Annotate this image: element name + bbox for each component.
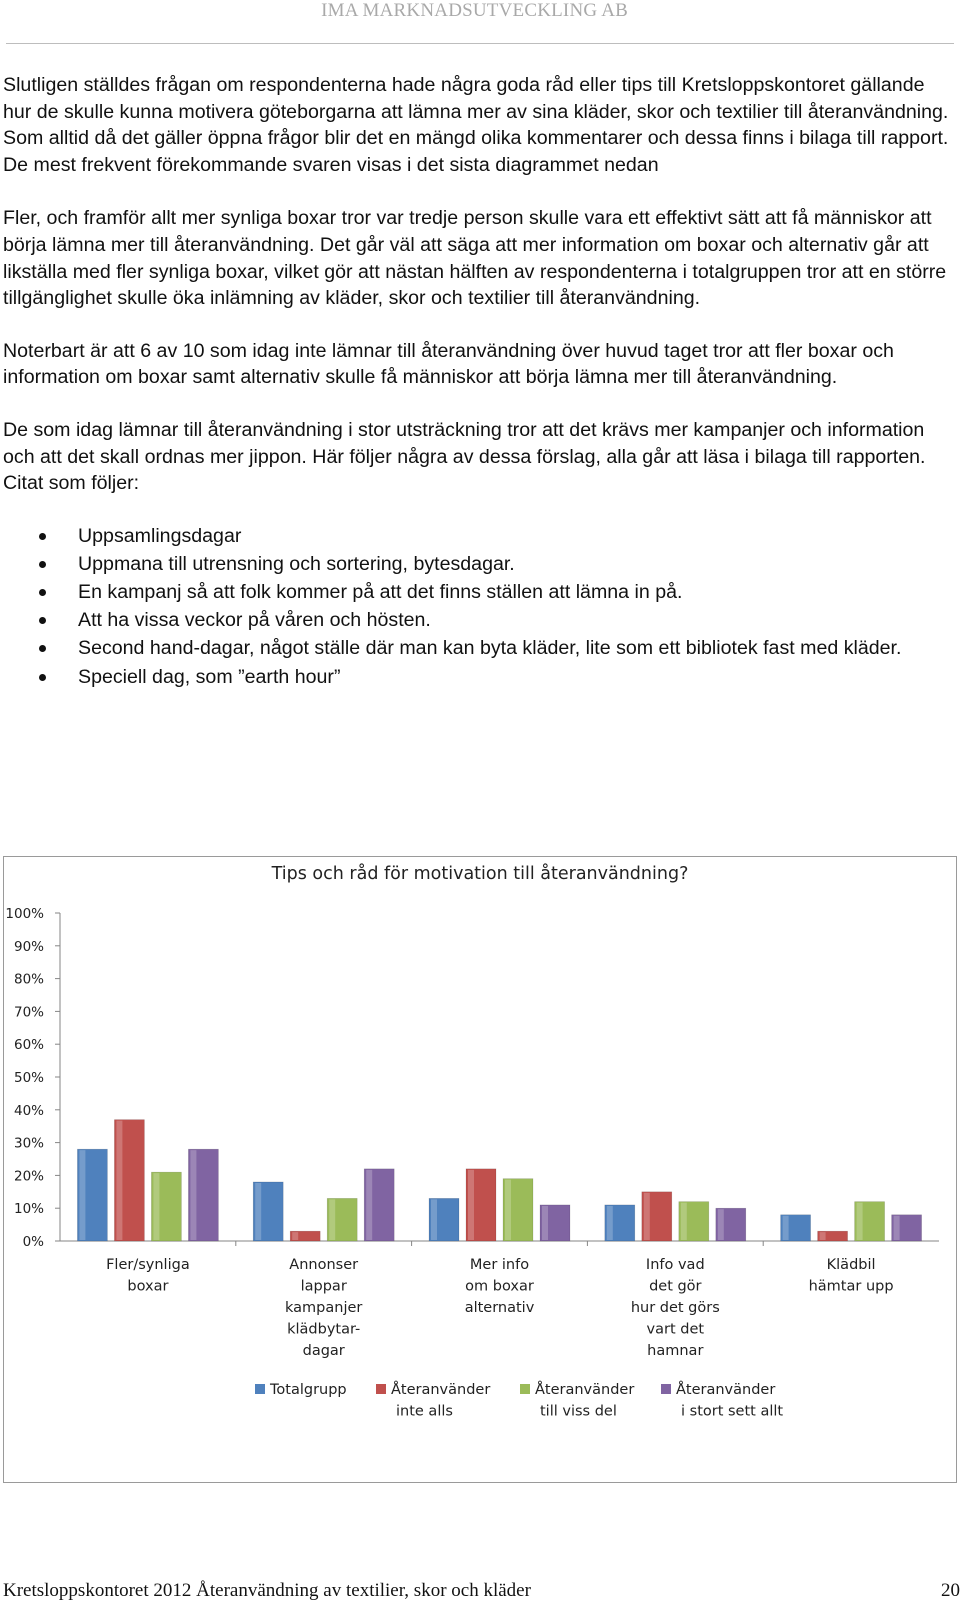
list-item-text: Speciell dag, som ”earth hour” (78, 665, 341, 688)
list-item (3, 523, 953, 550)
bullet-icon (39, 589, 46, 596)
x-category-label (631, 1257, 720, 1359)
page-header (0, 0, 954, 46)
bullet-icon (39, 645, 46, 652)
legend-label-line: till viss del (540, 1403, 617, 1420)
list-item (3, 579, 953, 606)
x-category-label-line: om boxar (465, 1278, 534, 1295)
list-item-text: Second hand-dagar, något ställe där man kan byta kläder, lite som ett bibliotek fast med kläder. (78, 637, 902, 660)
x-category-label-line: klädbytar- (287, 1321, 361, 1338)
bar-highlight (468, 1170, 474, 1240)
legend-label-line: Återanvänder (535, 1382, 635, 1398)
y-tick-label: 10% (13, 1201, 44, 1218)
x-category-label-line: Klädbil (826, 1257, 876, 1273)
bullet-icon (39, 674, 46, 681)
legend-label-line: Totalgrupp (270, 1382, 347, 1398)
bar-highlight (894, 1216, 900, 1240)
x-category-label (106, 1257, 190, 1295)
bar-highlight (190, 1150, 196, 1240)
footer-title: Kretsloppskontoret 2012 Återanvändning av textilier, skor och kläder (3, 1580, 531, 1601)
x-category-label-line: det gör (649, 1278, 702, 1295)
x-category-label-line: kampanjer (285, 1300, 363, 1316)
legend-label-line: Återanvänder (391, 1382, 491, 1398)
y-tick-label: 30% (13, 1135, 44, 1152)
y-tick-label: 20% (13, 1168, 44, 1185)
x-category-label-line: alternativ (464, 1300, 535, 1316)
body-text (3, 72, 953, 692)
paragraph-noteworthy: Noterbart är att 6 av 10 som idag inte lämnar till återanvändning över huvud taget tror att fler boxar och information om boxar samt alternativ skulle få människor att börja lämna mer till återanvändning. (3, 339, 894, 389)
bar-highlight (79, 1150, 85, 1240)
legend-label-line: i stort sett allt (681, 1403, 784, 1420)
x-category-label (465, 1257, 535, 1316)
page-footer (3, 1580, 960, 1610)
list-item-text: Uppmana till utrensning och sortering, bytesdagar. (78, 552, 515, 575)
paragraph-boxes: Fler, och framför allt mer synliga boxar tror var tredje person skulle vara ett effektivt sätt att få människor att börja lämna mer till återanvändning. Det går väl att säga att mer information om boxar och alternativ går att likställa med fler synliga boxar, vilket gör att nästan hälften av respondenterna i totalgruppen tror att en större tillgänglighet skulle öka inlämning av kläder, skor och textilier till återanvändning. (3, 207, 947, 310)
bar-chart (4, 857, 956, 1482)
y-tick-label: 50% (13, 1070, 44, 1086)
legend-swatch (376, 1384, 386, 1394)
bar-highlight (857, 1203, 863, 1240)
x-category-label-line: hur det görs (630, 1300, 720, 1316)
x-category-label (285, 1257, 362, 1359)
bar-highlight (366, 1170, 372, 1240)
y-tick-label: 40% (13, 1102, 44, 1119)
y-tick-label: 0% (22, 1234, 44, 1250)
bullet-icon (39, 533, 46, 540)
legend-label-line: inte alls (396, 1403, 453, 1420)
x-category-label-line: boxar (127, 1278, 169, 1295)
bar-highlight (153, 1173, 159, 1240)
x-category-label-line: vart det (646, 1321, 705, 1338)
legend-swatch (255, 1384, 265, 1394)
legend-label (269, 1382, 347, 1398)
bar-highlight (718, 1209, 724, 1240)
bullet-icon (39, 561, 46, 568)
paragraph-intro: Slutligen ställdes frågan om respondenterna hade några goda råd eller tips till Kretsloppskontoret gällande hur de skulle kunna motivera göteborgarna att lämna mer av sina kläder, skor och textilier till återanvändning. Som alltid då det gäller öppna frågor blir det en mängd olika kommentarer och dessa finns i bilaga till rapport. De mest frekvent förekommande svaren visas i det sista diagrammet nedan (3, 74, 949, 176)
bar-highlight (681, 1203, 687, 1240)
x-category-label-line: dagar (302, 1343, 345, 1359)
list-item-text: En kampanj så att folk kommer på att det finns ställen att lämna in på. (78, 581, 683, 604)
x-category-label (809, 1257, 894, 1295)
legend-swatch (520, 1384, 530, 1394)
x-category-label-line: hämtar upp (808, 1278, 894, 1295)
page-number: 20 (941, 1580, 960, 1601)
x-category-label-line: Mer info (469, 1257, 530, 1273)
tips-list (3, 523, 953, 691)
bullet-icon (39, 617, 46, 624)
legend-label (391, 1381, 490, 1420)
bar-highlight (607, 1206, 613, 1240)
company-name: IMA MARKNADSUTVECKLING AB (321, 0, 628, 21)
list-item (3, 664, 953, 691)
bar-highlight (820, 1232, 826, 1240)
bar-highlight (292, 1232, 298, 1240)
legend-label (676, 1381, 783, 1420)
x-category-label-line: lappar (300, 1278, 347, 1295)
bar-highlight (255, 1183, 261, 1240)
bar-highlight (431, 1199, 437, 1240)
list-item (3, 635, 953, 662)
paragraph-campaigns: De som idag lämnar till återanvändning i stor utsträckning tror att det krävs mer kampanjer och information och att det skall ordnas mer jippon. Här följer några av dessa förslag, alla går att läsa i bilaga till rapporten. Citat som följer: (3, 418, 926, 495)
y-tick-label: 100% (5, 906, 44, 922)
list-item (3, 551, 953, 578)
bar-highlight (116, 1121, 122, 1240)
y-tick-label: 90% (13, 938, 44, 955)
list-item (3, 607, 953, 634)
legend-label (535, 1381, 634, 1420)
list-item-text: Uppsamlingsdagar (78, 524, 242, 547)
y-tick-label: 60% (13, 1037, 44, 1054)
chart-title: Tips och råd för motivation till återanvändning? (271, 864, 689, 884)
x-category-label-line: hamnar (647, 1343, 704, 1359)
bar-highlight (329, 1199, 335, 1240)
y-tick-label: 80% (13, 971, 44, 988)
legend-label-line: Återanvänder (676, 1382, 776, 1398)
header-divider (6, 43, 954, 44)
y-tick-label: 70% (13, 1004, 44, 1021)
bar-highlight (644, 1193, 650, 1240)
chart-frame (3, 856, 957, 1483)
bar-highlight (542, 1206, 548, 1240)
list-item-text: Att ha vissa veckor på våren och hösten. (78, 609, 431, 632)
bar-highlight (505, 1180, 511, 1240)
legend-swatch (661, 1384, 671, 1394)
x-category-label-line: Fler/synliga (106, 1257, 190, 1273)
x-category-label-line: Info vad (645, 1257, 705, 1273)
bar-highlight (783, 1216, 789, 1240)
x-category-label-line: Annonser (289, 1257, 359, 1273)
